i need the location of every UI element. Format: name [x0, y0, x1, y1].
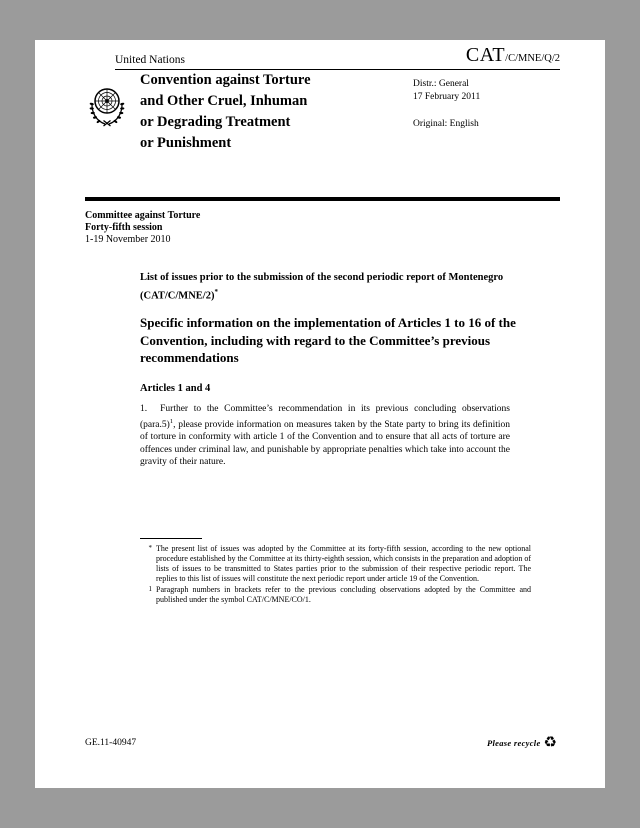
un-emblem-icon — [82, 78, 132, 134]
recycle-label: Please recycle — [487, 737, 541, 748]
footnotes-section — [141, 544, 531, 606]
footnote-ref-1: 1 — [169, 417, 174, 425]
distribution-info — [413, 78, 480, 131]
footnote-1 — [141, 585, 531, 605]
document-page — [35, 40, 605, 788]
convention-title-line: and Other Cruel, Inhuman — [140, 93, 308, 109]
session-name: Forty-fifth session — [85, 222, 163, 233]
section-heading: Articles 1 and 4 — [140, 383, 211, 394]
paragraph-text: , please provide information on measures taken by the State party to bring its definition of torture in conformity with article 1 of the Convention and to ensure that all acts of torture are offences under criminal law, and punishable by appropriate penalties which take into account the gravity of their nature. — [140, 419, 510, 468]
paragraph-1 — [140, 403, 510, 469]
footnote-text: The present list of issues was adopted by the Committee at its forty-fifth session, according to the new optional procedure established by the Committee at its thirty-eighth session, which consists in the preparation and adoption of lists of issues to be transmitted to States parties prior to the submission of their respective periodic report. The replies to this list of issues will constitute the next periodic report under article 19 of the Convention. — [156, 544, 531, 583]
recycle-notice — [487, 735, 557, 750]
document-symbol-suffix: /C/MNE/Q/2 — [505, 53, 560, 64]
divider-bar — [85, 197, 560, 201]
footnote-marker: * — [148, 544, 152, 552]
org-name: United Nations — [115, 54, 185, 66]
convention-title-line: or Degrading Treatment — [140, 114, 291, 130]
footnote-text: Paragraph numbers in brackets refer to the previous concluding observations adopted by the Committee and published under the symbol CAT/C/MNE/CO/1. — [156, 585, 531, 604]
list-of-issues-title — [140, 271, 540, 304]
main-title: Specific information on the implementation of Articles 1 to 16 of the Convention, including with regard to the Committee’s previous recommendations — [140, 315, 516, 365]
committee-name: Committee against Torture — [85, 210, 201, 221]
document-header — [115, 44, 560, 70]
session-block — [85, 210, 200, 246]
distr-line: Distr.: General — [413, 79, 469, 89]
original-language-line: Original: English — [413, 119, 479, 129]
footnote-separator — [140, 538, 202, 539]
footnote-marker: 1 — [148, 585, 152, 593]
document-number: GE.11-40947 — [85, 738, 137, 748]
document-symbol-main: CAT — [465, 44, 506, 66]
paragraph-number: 1. — [140, 404, 148, 414]
convention-title-line: or Punishment — [140, 135, 232, 151]
convention-title — [140, 70, 420, 154]
footnote-ref-asterisk: * — [214, 288, 218, 296]
date-line: 17 February 2011 — [413, 92, 481, 102]
footnote-asterisk — [141, 544, 531, 584]
document-symbol — [466, 45, 560, 69]
convention-title-line: Convention against Torture — [140, 72, 311, 88]
list-title-text: List of issues prior to the submission of the second periodic report of Montenegro (CAT/C/MNE/2) — [140, 272, 504, 302]
session-dates: 1-19 November 2010 — [85, 234, 171, 245]
paragraph-text: Further to the Committee’s recommendation in its previous concluding observations (para.5) — [140, 404, 510, 430]
recycle-icon: ♻ — [543, 733, 557, 751]
